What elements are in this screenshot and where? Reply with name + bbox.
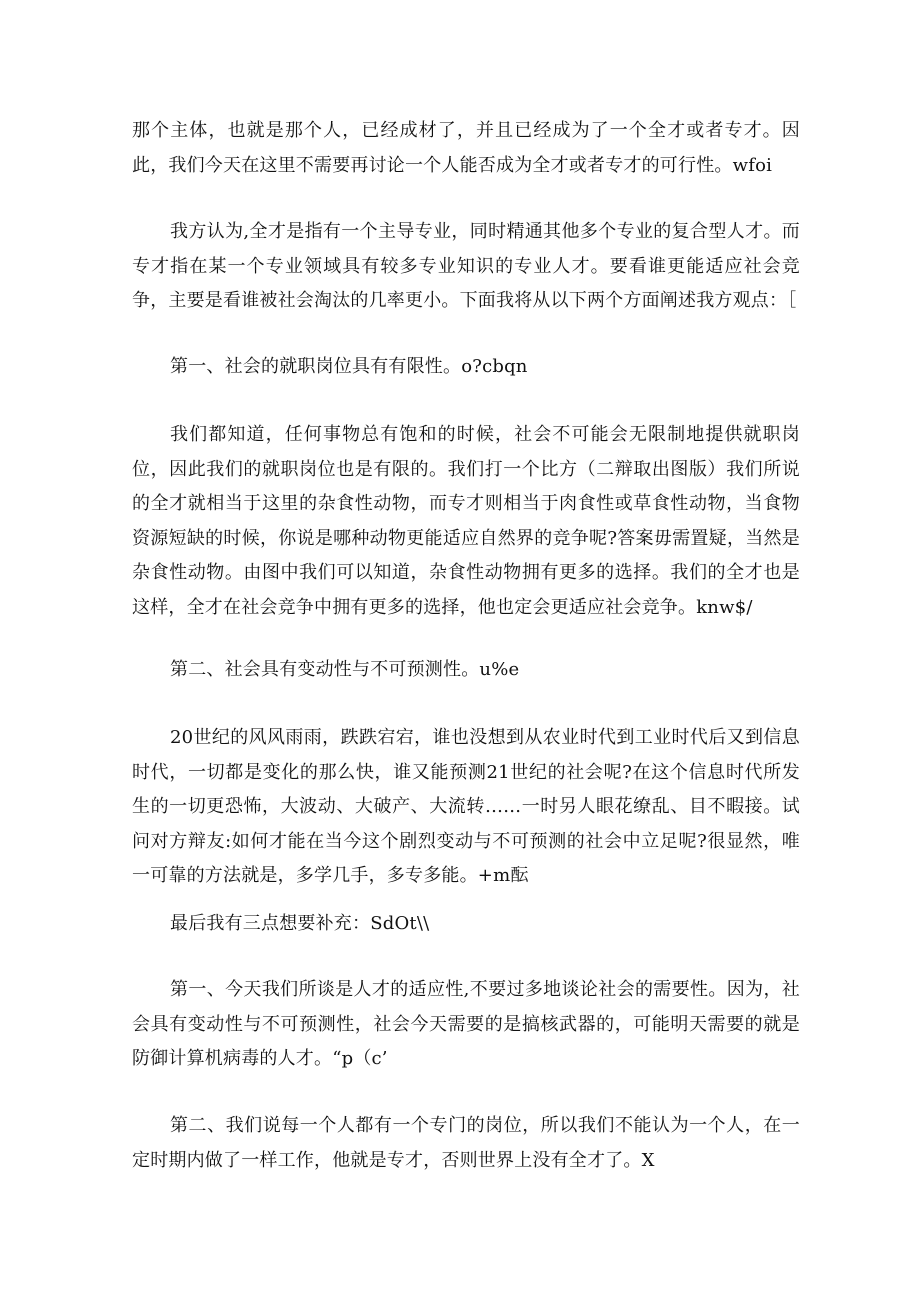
paragraph-point-two-heading: 第二、社会具有变动性与不可预测性。u%e — [170, 659, 520, 680]
paragraph-supplement-two: 第二、我们说每一个人都有一个专门的岗位，所以我们不能认为一个人，在一定时期内做了一样工作，他就是专才，否则世界上没有全才了。X — [132, 1115, 800, 1171]
paragraph-point-one-heading: 第一、社会的就职岗位具有有限性。o?cbqn — [170, 356, 528, 377]
paragraph-point-one-body: 我们都知道，任何事物总有饱和的时候，社会不可能会无限制地提供就职岗位，因此我们的就职岗位也是有限的。我们打一个比方（二辩取出图版）我们所说的全才就相当于这里的杂食性动物，而专才则相当于肉食性或草食性动物，当食物资源短缺的时候，你说是哪种动物更能适应自然界的竞争呢?答案毋需置疑，当然是杂食性动物。由图中我们可以知道，杂食性动物拥有更多的选择。我们的全才也是这样，全才在社会竞争中拥有更多的选择，他也定会更适应社会竞争。knw$/ — [132, 424, 800, 618]
paragraph-point-two-body: 20世纪的风风雨雨，跌跌宕宕，谁也没想到从农业时代到工业时代后又到信息时代，一切都是变化的那么快，谁又能预测21世纪的社会呢?在这个信息时代所发生的一切更恐怖，大波动、大破产、大流转……一时另人眼花缭乱、目不暇接。试问对方辩友:如何才能在当今这个剧烈变动与不可预测的社会中立足呢?很显然，唯一可靠的方法就是，多学几手，多专多能。+m酝 — [132, 727, 800, 886]
paragraph-supplement-one: 第一、今天我们所谈是人才的适应性,不要过多地谈论社会的需要性。因为，社会具有变动性与不可预测性，社会今天需要的是搞核武器的，可能明天需要的就是防御计算机病毒的人才。“p（c’ — [132, 979, 800, 1069]
paragraph-definition: 我方认为,全才是指有一个主导专业，同时精通其他多个专业的复合型人才。而专才指在某一个专业领域具有较多专业知识的专业人才。要看谁更能适应社会竞争，主要是看谁被社会淘汰的几率更小。下面我将从以下两个方面阐述我方观点：［ — [132, 221, 800, 311]
paragraph-supplement-heading: 最后我有三点想要补充：SdOt\\ — [170, 913, 430, 934]
paragraph-intro: 那个主体，也就是那个人，已经成材了，并且已经成为了一个全才或者专才。因此，我们今天在这里不需要再讨论一个人能否成为全才或者专才的可行性。wfoi — [132, 120, 800, 176]
